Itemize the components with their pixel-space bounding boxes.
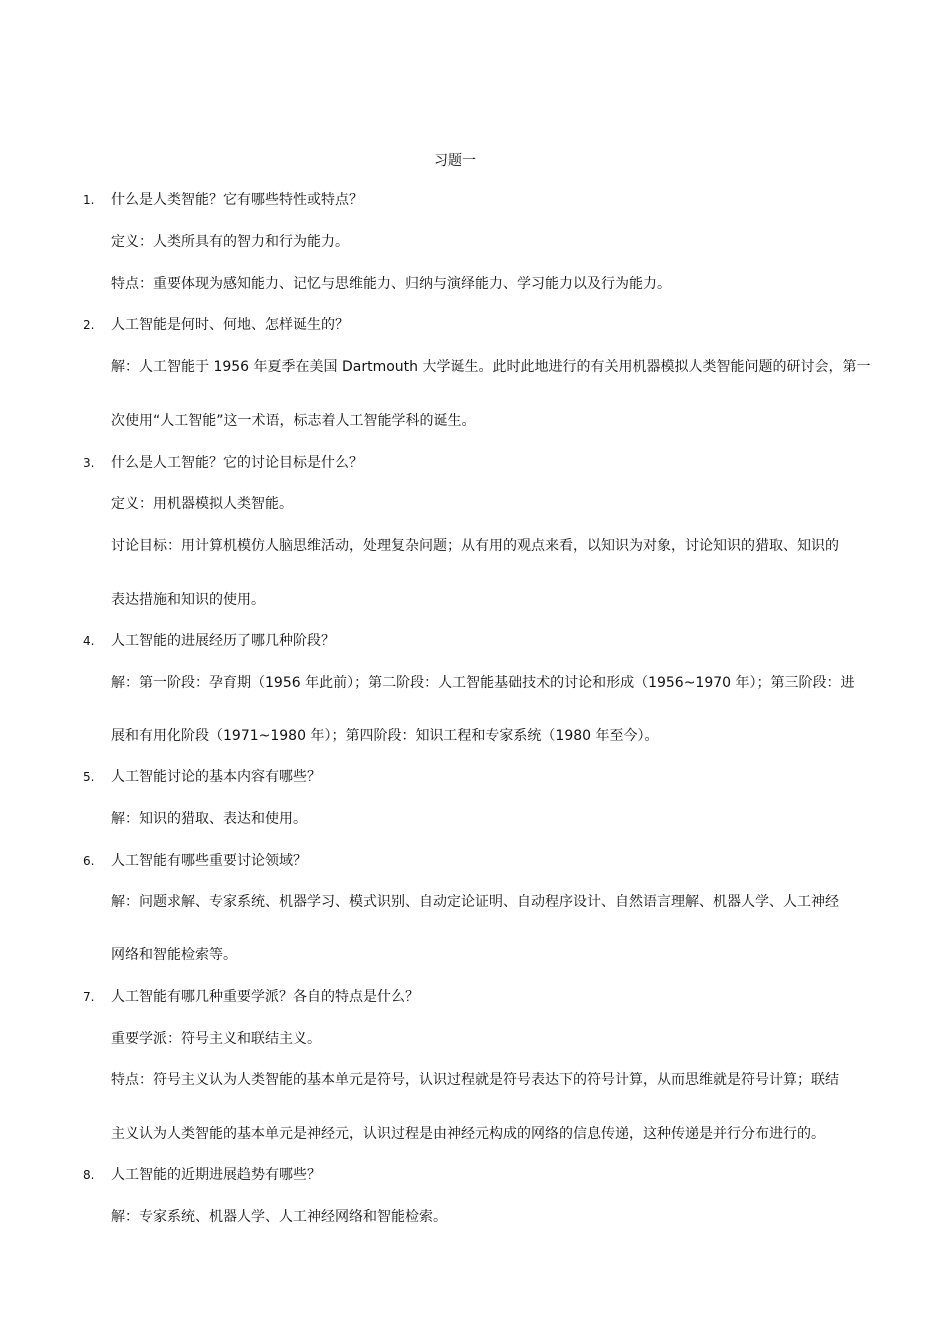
question-6 xyxy=(83,851,307,871)
answer-line: 特点：重要体现为感知能力、记忆与思维能力、归纳与演绎能力、学习能力以及行为能力。 xyxy=(111,276,671,292)
question-text: 人工智能讨论的基本内容有哪些？ xyxy=(111,769,321,785)
answer-line: 讨论目标：用计算机模仿人脑思维活动，处理复杂问题；从有用的观点来看，以知识为对象，讨论知识的猎取、知识的 xyxy=(111,538,839,554)
answer-line: 次使用“人工智能”这一术语，标志着人工智能学科的诞生。 xyxy=(111,413,476,429)
page-title: 习题一 xyxy=(434,153,476,169)
question-text: 人工智能有哪几种重要学派？各自的特点是什么？ xyxy=(111,989,419,1005)
question-text: 人工智能有哪些重要讨论领域？ xyxy=(111,853,307,869)
question-8 xyxy=(83,1165,321,1185)
answer-line: 解：人工智能于 1956 年夏季在美国 Dartmouth 大学诞生。此时此地进行的有关用机器模拟人类智能问题的研讨会，第一 xyxy=(111,359,871,375)
question-5 xyxy=(83,767,321,787)
question-7 xyxy=(83,987,419,1007)
question-text: 什么是人工智能？它的讨论目标是什么？ xyxy=(111,455,363,471)
question-number: 3. xyxy=(83,456,95,470)
question-text: 什么是人类智能？它有哪些特性或特点？ xyxy=(111,192,363,208)
answer-line: 解：专家系统、机器人学、人工神经网络和智能检索。 xyxy=(111,1209,447,1225)
question-number: 6. xyxy=(83,854,95,868)
answer-line: 展和有用化阶段（1971~1980 年）；第四阶段：知识工程和专家系统（1980 年至今）。 xyxy=(111,728,659,744)
question-1 xyxy=(83,190,363,210)
answer-line: 解：知识的猎取、表达和使用。 xyxy=(111,811,307,827)
question-number: 7. xyxy=(83,990,95,1004)
answer-line: 重要学派：符号主义和联结主义。 xyxy=(111,1031,321,1047)
question-number: 1. xyxy=(83,193,95,207)
answer-line: 网络和智能检索等。 xyxy=(111,947,237,963)
question-number: 5. xyxy=(83,770,95,784)
question-number: 4. xyxy=(83,634,95,648)
answer-line: 特点：符号主义认为人类智能的基本单元是符号，认识过程就是符号表达下的符号计算，从而思维就是符号计算；联结 xyxy=(111,1072,839,1088)
question-text: 人工智能的近期进展趋势有哪些？ xyxy=(111,1167,321,1183)
answer-line: 表达措施和知识的使用。 xyxy=(111,592,265,608)
answer-line: 定义：用机器模拟人类智能。 xyxy=(111,496,293,512)
question-4 xyxy=(83,631,335,651)
question-text: 人工智能是何时、何地、怎样诞生的？ xyxy=(111,317,349,333)
answer-line: 解：第一阶段：孕育期（1956 年此前）；第二阶段：人工智能基础技术的讨论和形成（1956~1970 年）；第三阶段：进 xyxy=(111,675,855,691)
answer-line: 解：问题求解、专家系统、机器学习、模式识别、自动定论证明、自动程序设计、自然语言理解、机器人学、人工神经 xyxy=(111,894,839,910)
question-number: 2. xyxy=(83,318,95,332)
question-3 xyxy=(83,453,363,473)
question-2 xyxy=(83,315,349,335)
answer-line: 定义：人类所具有的智力和行为能力。 xyxy=(111,234,349,250)
answer-line: 主义认为人类智能的基本单元是神经元，认识过程是由神经元构成的网络的信息传递，这种传递是并行分布进行的。 xyxy=(111,1126,825,1142)
question-number: 8. xyxy=(83,1168,95,1182)
question-text: 人工智能的进展经历了哪几种阶段？ xyxy=(111,633,335,649)
